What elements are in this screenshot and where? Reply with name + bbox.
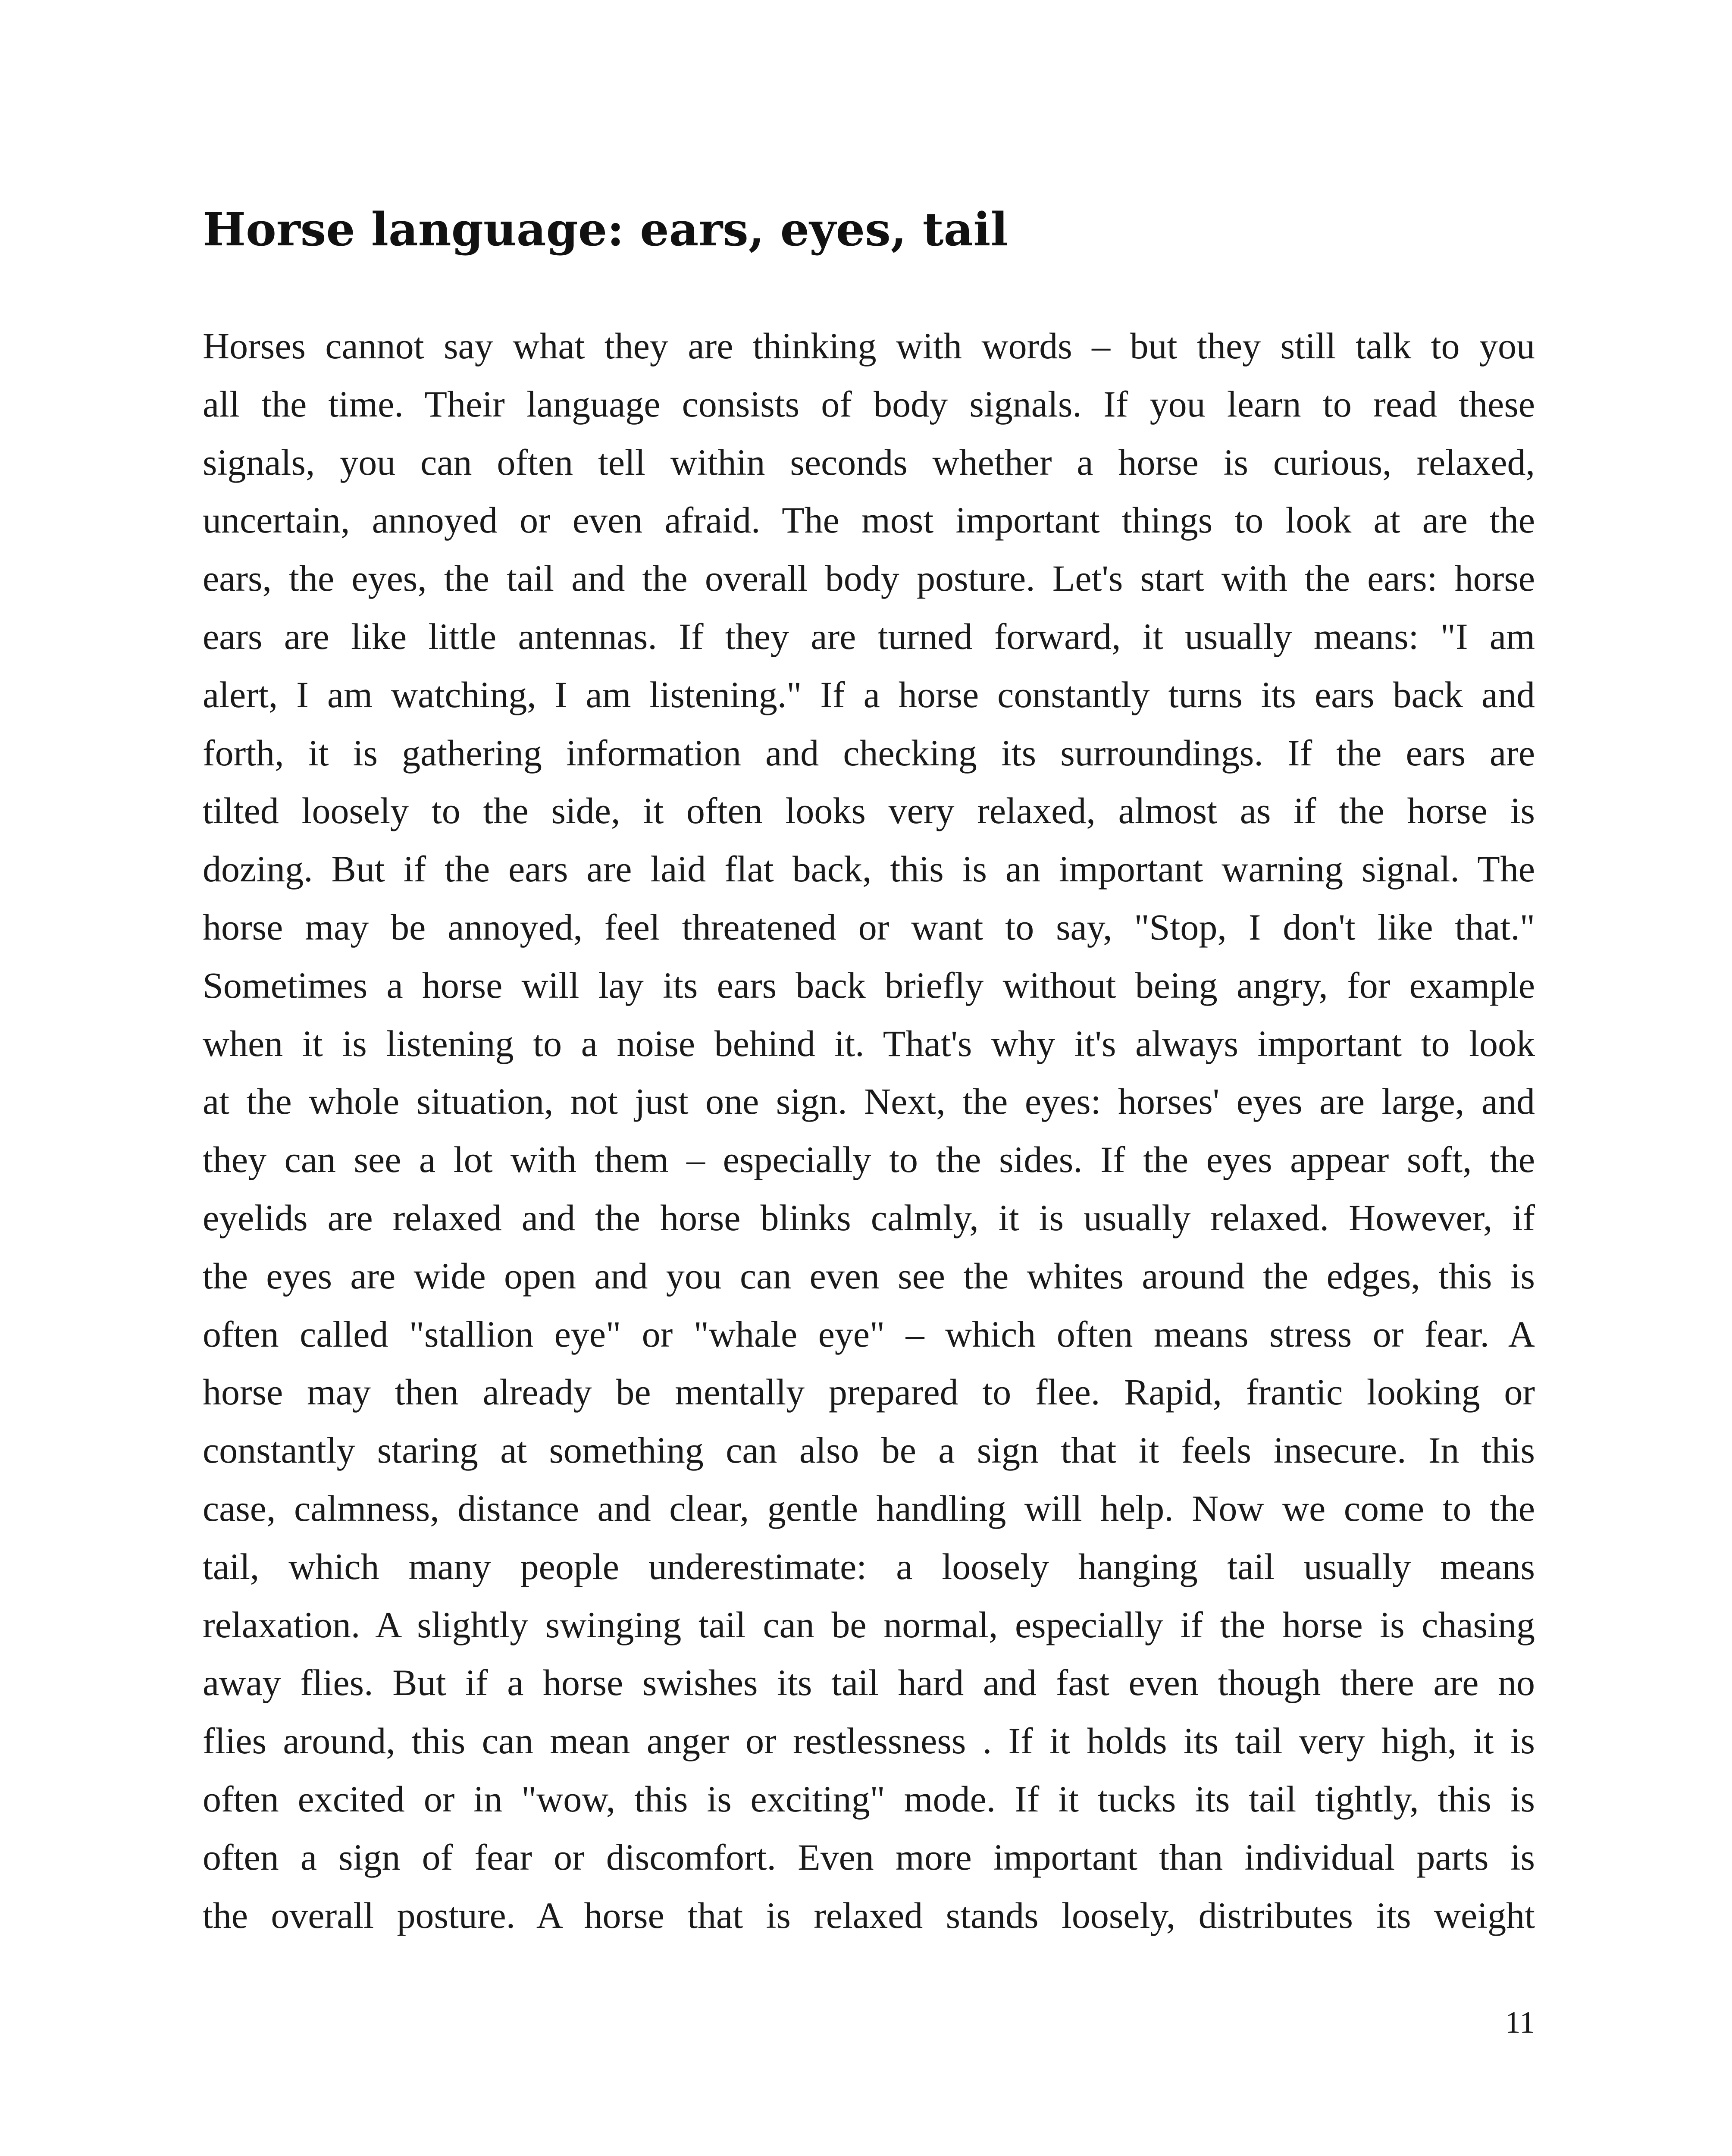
text-line: often a sign of fear or discomfort. Even more important than individual parts is	[203, 1836, 1535, 1878]
text-line: ears are like little antennas. If they are turned forward, it usually means: "I am	[203, 615, 1535, 657]
text-line: uncertain, annoyed or even afraid. The most important things to look at are the	[203, 499, 1535, 541]
text-line: often called "stallion eye" or "whale eye" – which often means stress or fear. A	[203, 1313, 1535, 1355]
text-line: signals, you can often tell within seconds whether a horse is curious, relaxed,	[203, 441, 1535, 483]
text-line: alert, I am watching, I am listening." If a horse constantly turns its ears back and	[203, 674, 1535, 715]
text-line: eyelids are relaxed and the horse blinks calmly, it is usually relaxed. However, if	[203, 1197, 1535, 1238]
text-line: ears, the eyes, the tail and the overall body posture. Let's start with the ears: horse	[203, 558, 1535, 599]
text-line: often excited or in "wow, this is exciting" mode. If it tucks its tail tightly, this is	[203, 1778, 1535, 1820]
text-line: they can see a lot with them – especially to the sides. If the eyes appear soft, the	[203, 1139, 1535, 1181]
page-number: 11	[1505, 2005, 1535, 2040]
text-line: horse may be annoyed, feel threatened or want to say, "Stop, I don't like that."	[203, 906, 1535, 948]
text-line: the eyes are wide open and you can even see the whites around the edges, this is	[203, 1255, 1535, 1297]
text-line: relaxation. A slightly swinging tail can be normal, especially if the horse is chasing	[203, 1604, 1535, 1645]
text-line: Sometimes a horse will lay its ears back briefly without being angry, for example	[203, 964, 1535, 1006]
text-line: Horses cannot say what they are thinking with words – but they still talk to you	[203, 325, 1535, 367]
text-line: constantly staring at something can also be a sign that it feels insecure. In this	[203, 1429, 1535, 1471]
text-line: tilted loosely to the side, it often looks very relaxed, almost as if the horse is	[203, 790, 1535, 832]
text-line: dozing. But if the ears are laid flat back, this is an important warning signal. The	[203, 848, 1535, 890]
page-title: Horse language: ears, eyes, tail	[203, 202, 1008, 256]
text-line: all the time. Their language consists of body signals. If you learn to read these	[203, 383, 1535, 425]
text-line: at the whole situation, not just one sign. Next, the eyes: horses' eyes are large, and	[203, 1081, 1535, 1122]
text-line: tail, which many people underestimate: a loosely hanging tail usually means	[203, 1545, 1535, 1587]
body-paragraph	[203, 317, 1535, 1944]
text-line: horse may then already be mentally prepared to flee. Rapid, frantic looking or	[203, 1371, 1535, 1413]
text-line: the overall posture. A horse that is relaxed stands loosely, distributes its weight	[203, 1894, 1535, 1936]
text-line: away flies. But if a horse swishes its tail hard and fast even though there are no	[203, 1662, 1535, 1704]
text-line: when it is listening to a noise behind it. That's why it's always important to look	[203, 1022, 1535, 1064]
text-line: forth, it is gathering information and checking its surroundings. If the ears are	[203, 732, 1535, 774]
text-line: flies around, this can mean anger or restlessness . If it holds its tail very high, it is	[203, 1720, 1535, 1762]
text-line: case, calmness, distance and clear, gentle handling will help. Now we come to the	[203, 1487, 1535, 1529]
